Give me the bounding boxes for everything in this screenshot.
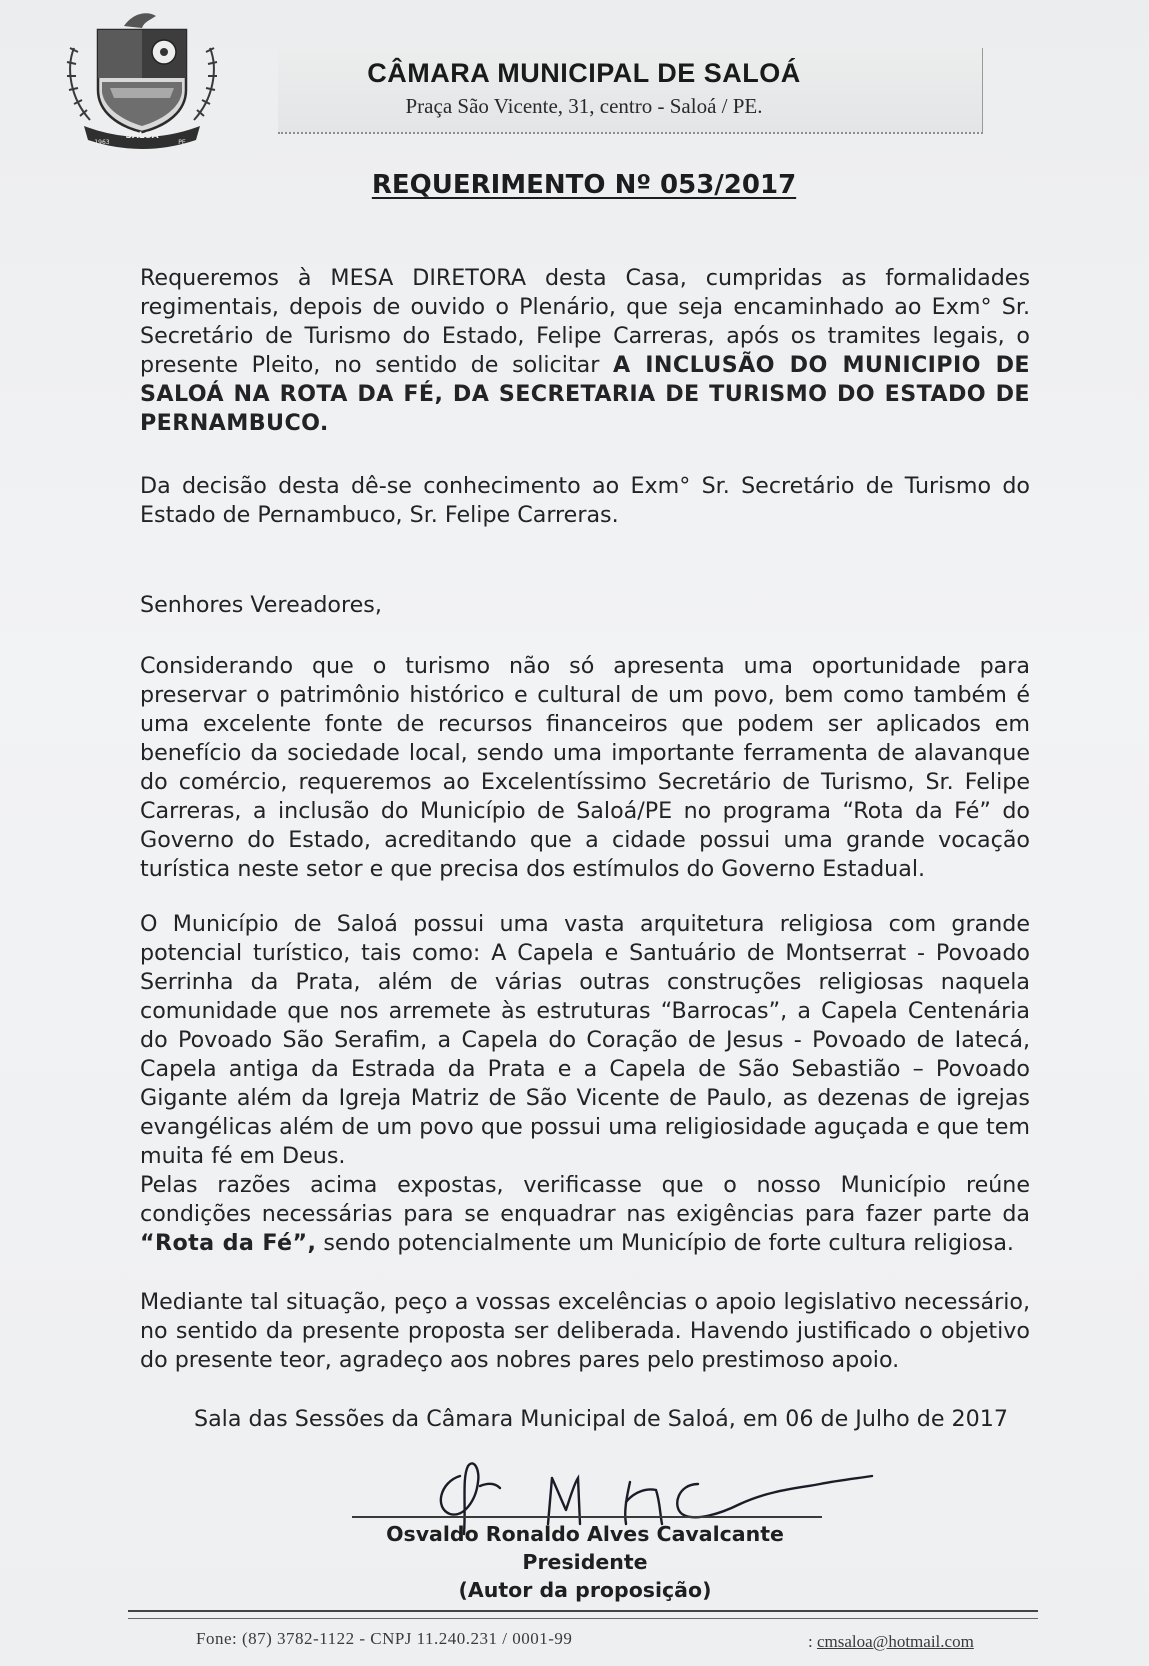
footer-email-prefix: : [808, 1632, 813, 1651]
salutation: Senhores Vereadores, [140, 592, 382, 618]
organization-address: Praça São Vicente, 31, centro - Saloá / PE. [405, 94, 763, 118]
signature-line [352, 1516, 822, 1518]
paragraph-notification: Da decisão desta dê-se conhecimento ao Exm° Sr. Secretário de Turismo do Estado de Pernambuco, Sr. Felipe Carreras. [140, 473, 1030, 528]
paragraph-request-support: Mediante tal situação, peço a vossas excelências o apoio legislativo necessário, no sentido da presente proposta ser deliberada. Havendo justificado o objetivo do presente teor, agradeço aos nobres pares pelo prestimoso apoio. [140, 1289, 1030, 1373]
document-title: REQUERIMENTO Nº 053/2017 [371, 170, 797, 200]
signer-note: (Autor da proposição) [458, 1578, 712, 1602]
crest-ribbon-year: 1963 [94, 139, 110, 146]
closing-line: Sala das Sessões da Câmara Municipal de Saloá, em 06 de Julho de 2017 [194, 1406, 1008, 1432]
signer-name: Osvaldo Ronaldo Alves Cavalcante [386, 1522, 784, 1546]
organization-name: CÂMARA MUNICIPAL DE SALOÁ [367, 58, 801, 88]
crest-ribbon-state: PE [178, 139, 186, 146]
paragraph-reasons [140, 1171, 1030, 1258]
paragraph-reasons-tail: sendo potencialmente um Município de forte cultura religiosa. [323, 1230, 1014, 1256]
paragraph-request [140, 264, 1030, 438]
crest-ribbon-text: SALOÁ [125, 131, 159, 141]
footer-divider [128, 1610, 1038, 1619]
footer-contact: Fone: (87) 3782-1122 - CNPJ 11.240.231 / 0001-99 [196, 1629, 573, 1648]
signer-role: Presidente [522, 1550, 648, 1574]
paragraph-reasons-emphasis: “Rota da Fé”, [140, 1230, 317, 1256]
paragraph-architecture: O Município de Saloá possui uma vasta arquitetura religiosa com grande potencial turístico, tais como: A Capela e Santuário de Montserrat - Povoado Serrinha da Prata, além de várias outras construções religiosas naquela comunidade que nos arremete às estruturas “Barrocas”, a Capela Centenária do Povoado São Serafim, a Capela do Coração de Jesus - Povoado de Iatecá, Capela antiga da Estrada da Prata e a Capela de São Sebastião – Povoado Gigante além da Igreja Matriz de São Vicente de Paulo, as dezenas de igrejas evangélicas além de um povo que possui uma religiosidade aguçada e que tem muita fé em Deus. [140, 911, 1030, 1169]
footer-email [808, 1632, 974, 1652]
paragraph-request-emphasis: A INCLUSÃO DO MUNICIPIO DE SALOÁ NA ROTA DA FÉ, DA SECRETARIA DE TURISMO DO ESTADO DE PERNAMBUCO. [140, 352, 1030, 436]
paragraph-request-text: Requeremos à MESA DIRETORA desta Casa, cumpridas as formalidades regimentais, depois de ouvido o Plenário, que seja encaminhado ao Exm° Sr. Secretário de Turismo do Estado, Felipe Carreras, após os tramites legais, o presente Pleito, no sentido de solicitar [140, 265, 1030, 378]
paragraph-reasons-text: Pelas razões acima expostas, verificasse que o nosso Município reúne condições necessárias para se enquadrar nas exigências para fazer parte da [140, 1172, 1030, 1227]
municipal-coat-of-arms-icon [62, 8, 222, 156]
paragraph-justification: Considerando que o turismo não só apresenta uma oportunidade para preservar o patrimônio histórico e cultural de um povo, bem como também é uma excelente fonte de recursos financeiros que podem ser aplicados em benefício da sociedade local, sendo uma importante ferramenta de alavanque do comércio, requeremos ao Excelentíssimo Secretário de Turismo, Sr. Felipe Carreras, a inclusão do Município de Saloá/PE no programa “Rota da Fé” do Governo do Estado, acreditando que a cidade possui uma grande vocação turística neste setor e que precisa dos estímulos do Governo Estadual. [140, 653, 1030, 882]
footer-email-address[interactable]: cmsaloa@hotmail.com [816, 1632, 974, 1651]
